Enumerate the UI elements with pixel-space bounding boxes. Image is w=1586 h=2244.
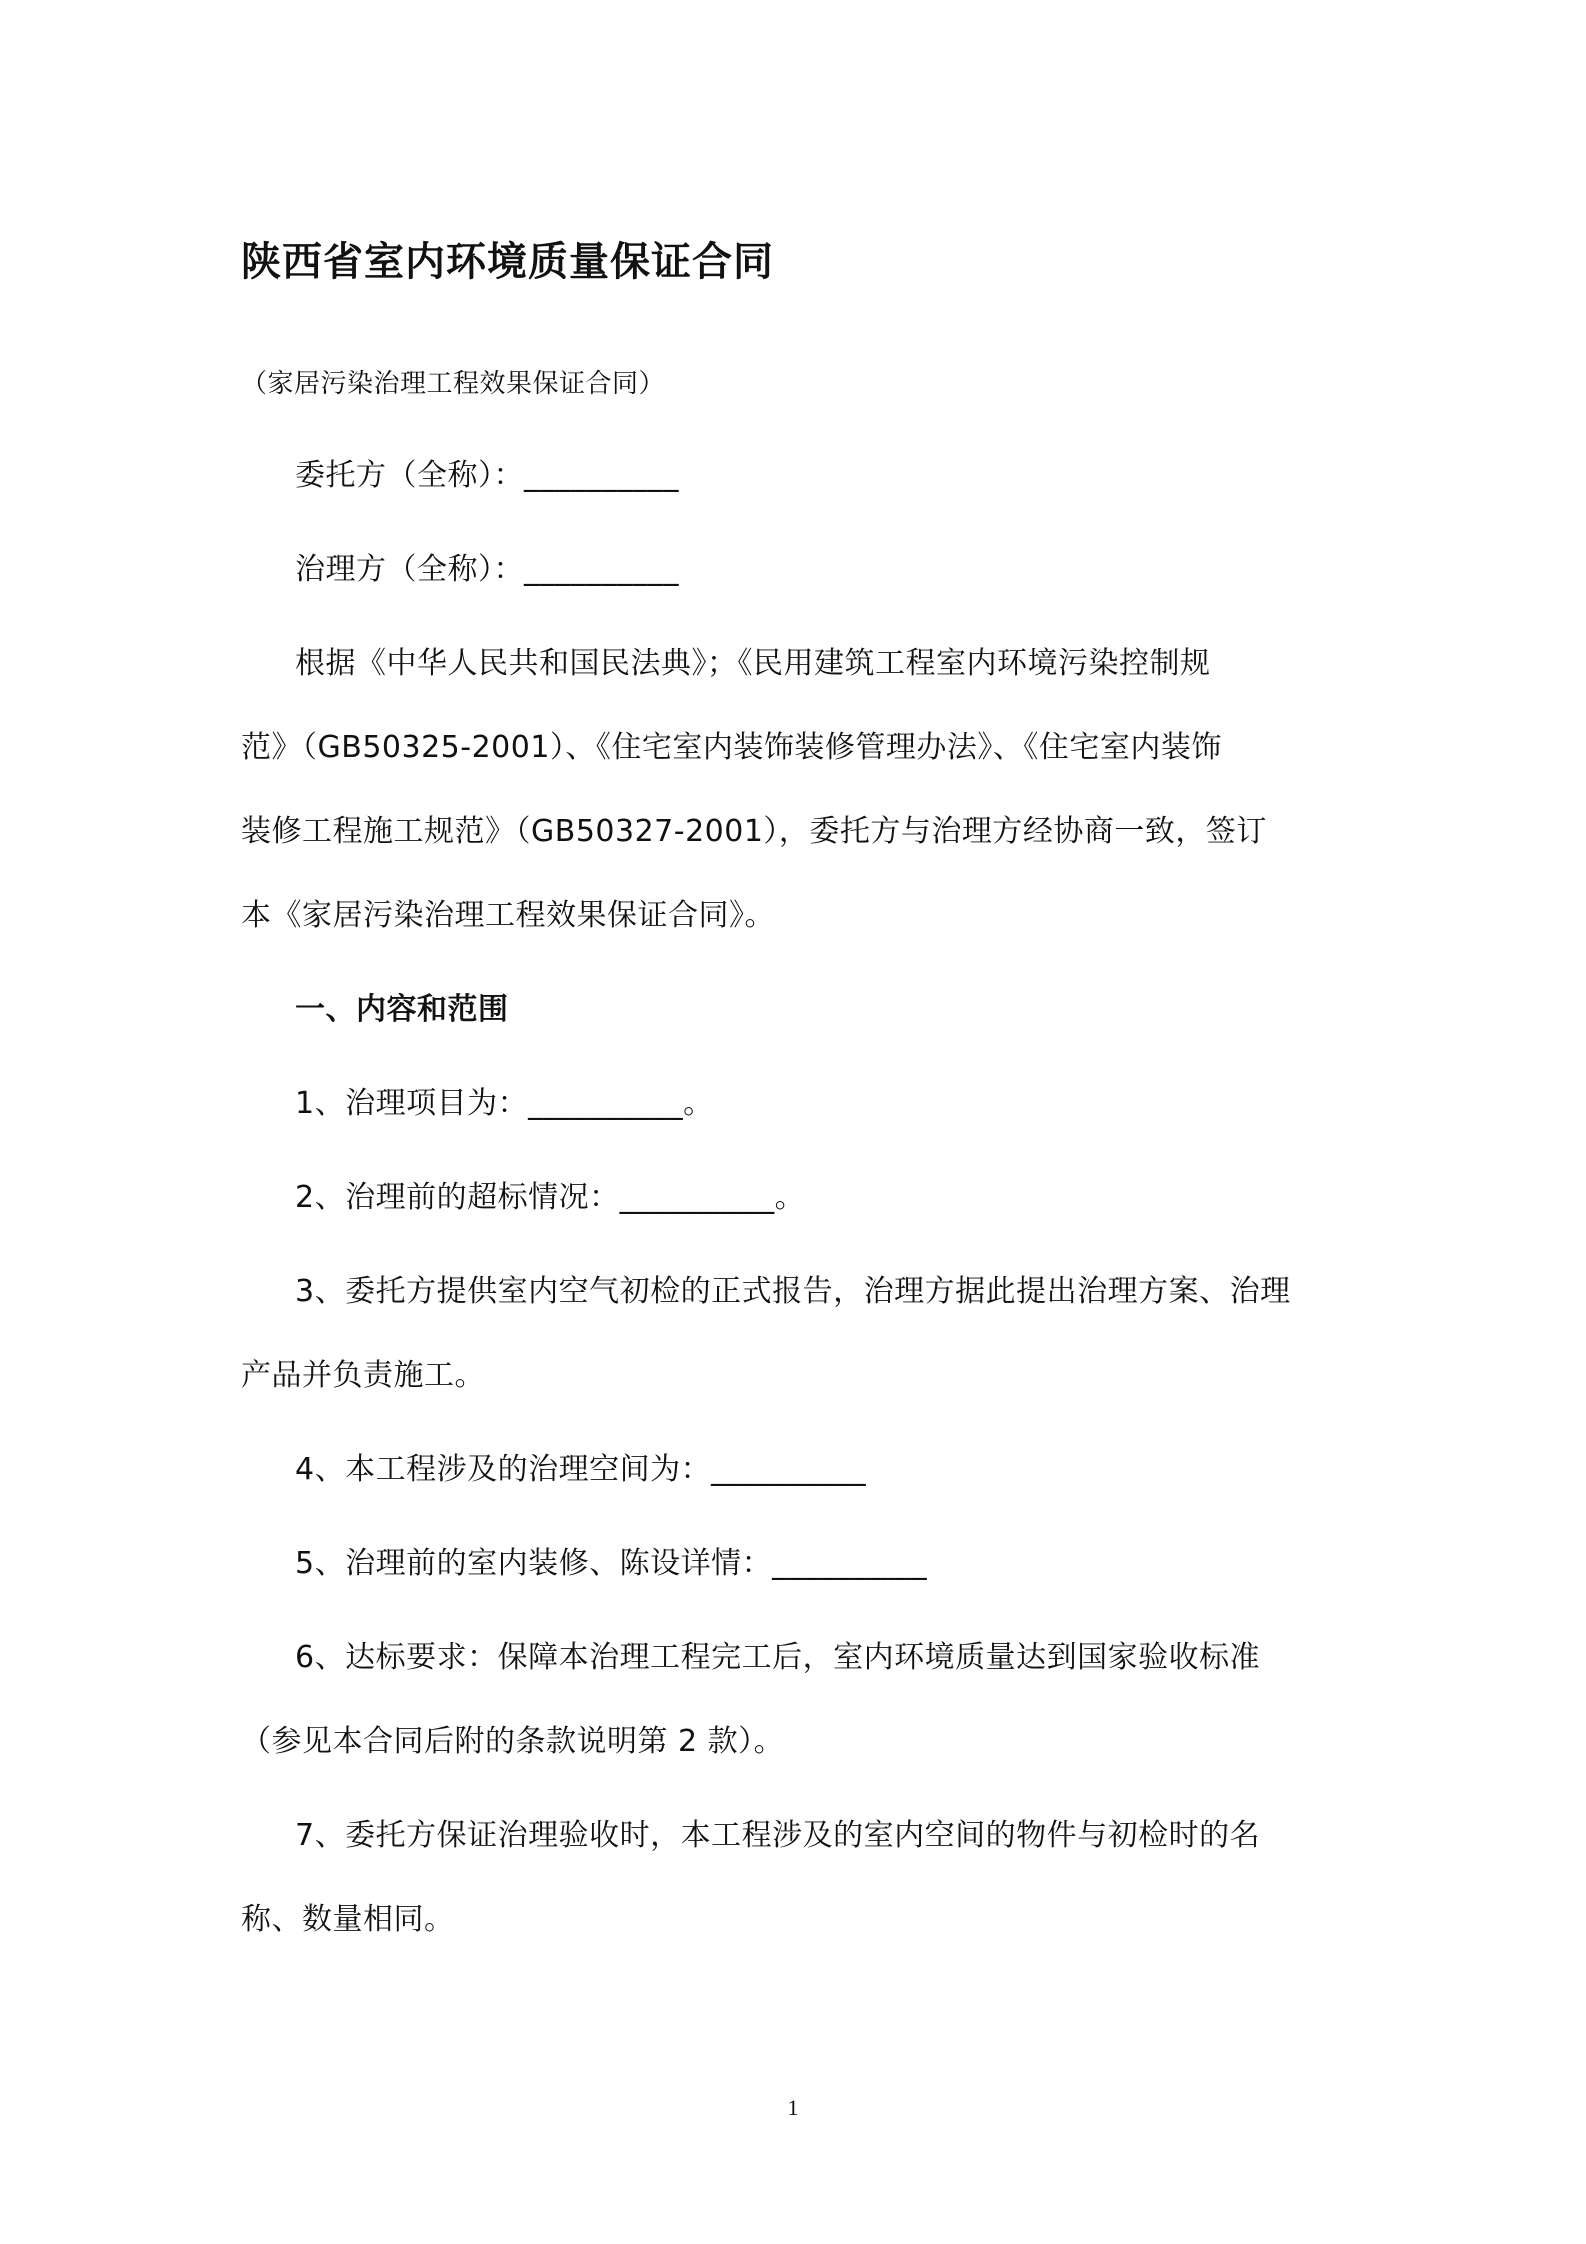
client-name-line: 委托方（全称）：__________ — [295, 458, 679, 493]
basis-paragraph-line-4: 本《家居污染治理工程效果保证合同》。 — [241, 898, 775, 933]
clause-7-line-2: 称、数量相同。 — [241, 1902, 455, 1937]
clause-5: 5、治理前的室内装修、陈设详情：__________ — [295, 1546, 928, 1581]
basis-paragraph-line-3: 装修工程施工规范》（GB50327-2001），委托方与治理方经协商一致，签订 — [241, 814, 1267, 849]
clause-7-line-1: 7、委托方保证治理验收时，本工程涉及的室内空间的物件与初检时的名 — [295, 1818, 1261, 1853]
section-heading: 一、内容和范围 — [295, 992, 509, 1027]
clause-6-line-2: （参见本合同后附的条款说明第 2 款）。 — [241, 1724, 785, 1759]
document-title: 陕西省室内环境质量保证合同 — [241, 239, 774, 285]
basis-paragraph-line-1: 根据《中华人民共和国民法典》；《民用建筑工程室内环境污染控制规 — [295, 646, 1211, 681]
clause-6-line-1: 6、达标要求：保障本治理工程完工后，室内环境质量达到国家验收标准 — [295, 1640, 1261, 1675]
clause-4: 4、本工程涉及的治理空间为：__________ — [295, 1452, 867, 1487]
page-number: 1 — [787, 2095, 799, 2120]
clause-1: 1、治理项目为：__________。 — [295, 1086, 714, 1121]
clause-3-line-2: 产品并负责施工。 — [241, 1358, 485, 1393]
clause-3-line-1: 3、委托方提供室内空气初检的正式报告，治理方据此提出治理方案、治理 — [295, 1274, 1291, 1309]
contractor-name-line: 治理方（全称）：__________ — [295, 552, 679, 587]
clause-2: 2、治理前的超标情况：__________。 — [295, 1180, 806, 1215]
document-subtitle: （家居污染治理工程效果保证合同） — [241, 369, 666, 399]
basis-paragraph-line-2: 范》（GB50325-2001）、《住宅室内装饰装修管理办法》、《住宅室内装饰 — [241, 730, 1222, 765]
